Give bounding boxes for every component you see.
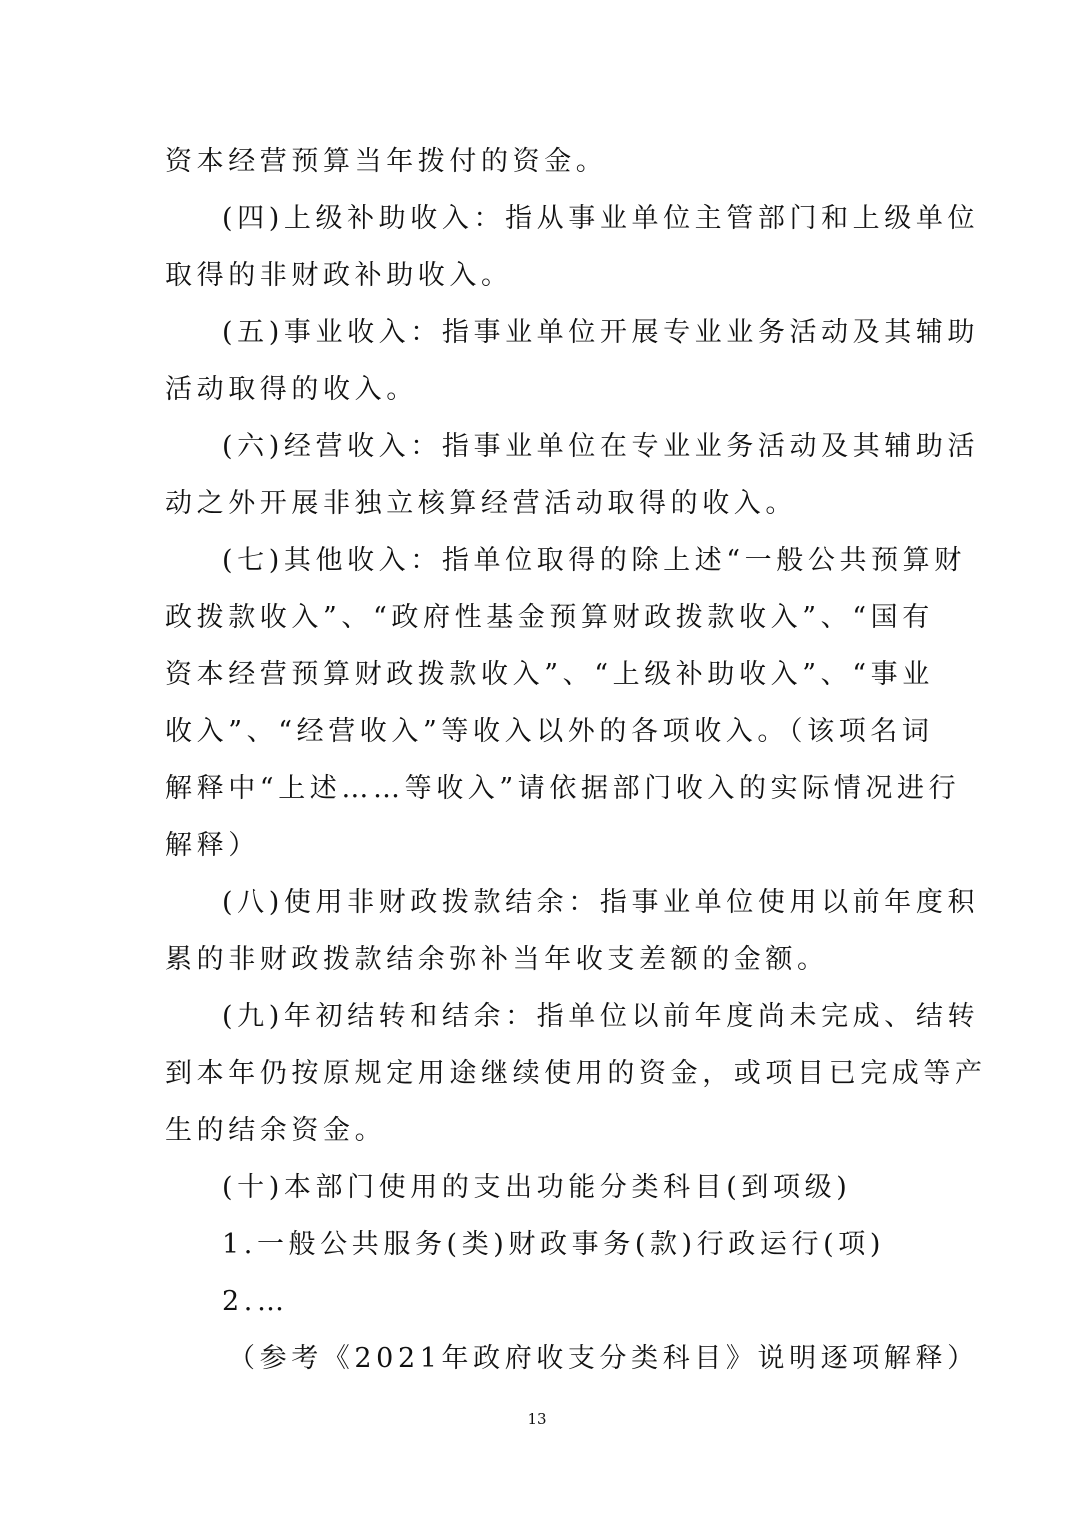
text-line: 收入”、“经营收入”等收入以外的各项收入。（该项名词 bbox=[165, 716, 934, 747]
list-item-2: 2.… bbox=[222, 1286, 289, 1317]
text-line: 政拨款收入”、“政府性基金预算财政拨款收入”、“国有 bbox=[165, 602, 934, 633]
text-line: 生的结余资金。 bbox=[165, 1115, 387, 1146]
text-line: 累的非财政拨款结余弥补当年收支差额的金额。 bbox=[165, 944, 829, 975]
text-line: 取得的非财政补助收入。 bbox=[165, 260, 513, 291]
page-number: 13 bbox=[527, 1410, 547, 1428]
text-line: 活动取得的收入。 bbox=[165, 374, 418, 405]
text-line: 解释中“上述……等收入”请依据部门收入的实际情况进行 bbox=[165, 773, 961, 804]
text-line: 资本经营预算财政拨款收入”、“上级补助收入”、“事业 bbox=[165, 659, 934, 690]
item-4-heading-line: (四)上级补助收入：指从事业单位主管部门和上级单位 bbox=[222, 203, 980, 234]
text-line: 动之外开展非独立核算经营活动取得的收入。 bbox=[165, 488, 797, 519]
text-line: 资本经营预算当年拨付的资金。 bbox=[165, 146, 608, 177]
text-line: 到本年仍按原规定用途继续使用的资金，或项目已完成等产 bbox=[165, 1058, 987, 1089]
reference-note: （参考《2021年政府收支分类科目》说明逐项解释） bbox=[228, 1343, 979, 1374]
item-6-heading-line: (六)经营收入：指事业单位在专业业务活动及其辅助活 bbox=[222, 431, 980, 462]
list-item-1: 1.一般公共服务(类)财政事务(款)行政运行(项) bbox=[222, 1229, 885, 1260]
text-line: 解释） bbox=[165, 830, 260, 861]
item-5-heading-line: (五)事业收入：指事业单位开展专业业务活动及其辅助 bbox=[222, 317, 980, 348]
item-8-heading-line: (八)使用非财政拨款结余：指事业单位使用以前年度积 bbox=[222, 887, 980, 918]
item-9-heading-line: (九)年初结转和结余：指单位以前年度尚未完成、结转 bbox=[222, 1001, 980, 1032]
item-7-heading-line: (七)其他收入：指单位取得的除上述“一般公共预算财 bbox=[222, 545, 966, 576]
item-10-heading-line: (十)本部门使用的支出功能分类科目(到项级) bbox=[222, 1172, 852, 1203]
